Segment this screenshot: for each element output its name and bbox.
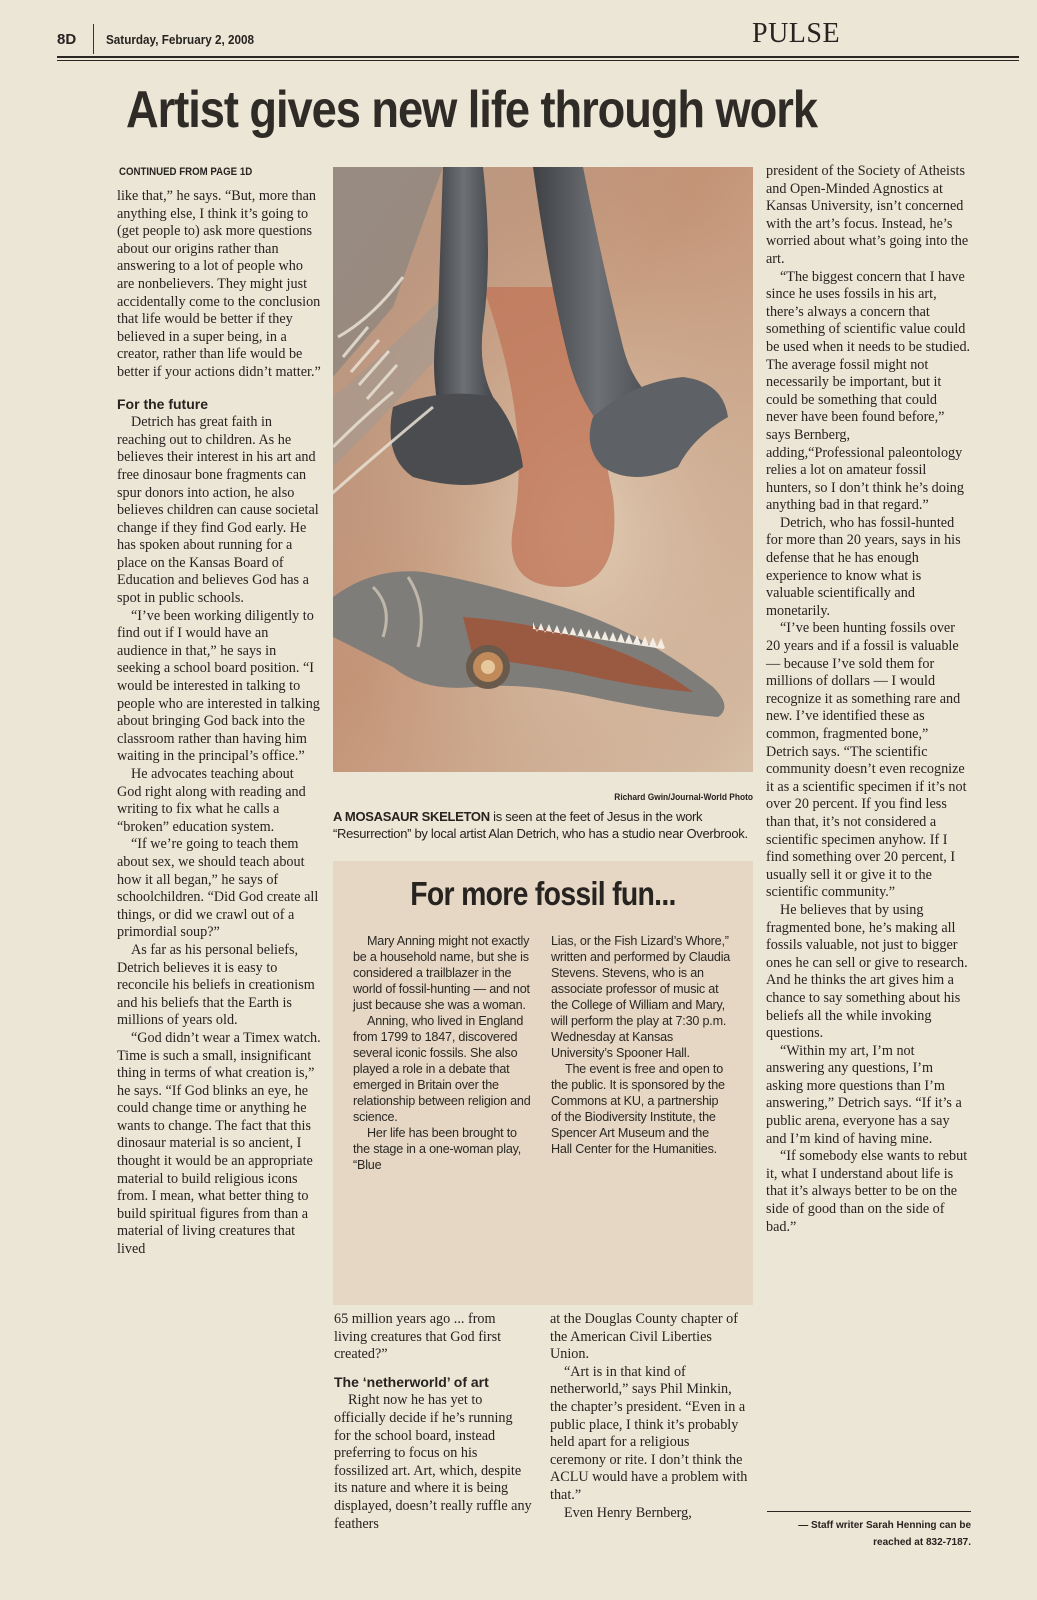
subhead-netherworld: The ‘netherworld’ of art xyxy=(334,1373,489,1390)
paragraph: Detrich has great faith in reaching out to children. As he believes their interest in his art and free dinosaur bone fragments can spur donors into action, he also believes children can cause societal change if they find God early. He has spoken about running for a place on the Kansas Board of Education and believes God has a spot in public schools. xyxy=(117,414,319,607)
continued-from: CONTINUED FROM PAGE 1D xyxy=(119,166,253,178)
sidebar-title: For more fossil fun... xyxy=(410,875,676,912)
photo-caption xyxy=(333,808,753,842)
subhead-for-the-future: For the future xyxy=(117,395,208,412)
sidebar-paragraph: Anning, who lived in England from 1799 to 1847, discovered several iconic fossils. She also played a role in a debate that emerged in Britain over the relationship between religion and science. xyxy=(353,1014,531,1124)
signature-line: — Staff writer Sarah Henning can be xyxy=(798,1520,971,1531)
caption-text: is seen at the feet of Jesus in the work “Resurrection” by local artist Alan Detrich, who has a studio near Overbrook. xyxy=(333,809,748,841)
paragraph: “God didn’t wear a Timex watch. Time is such a small, insignificant thing in terms of what creation is,” he says. “If God blinks an eye, he could change time or anything he wants to change. The fact that this dinosaur material is so ancient, I thought it would be an appropriate material to build religious icons from. I mean, what better thing to build spiritual figures from than a material of living creatures that lived xyxy=(117,1029,321,1258)
sidebar-paragraph: Lias, or the Fish Lizard’s Whore,” written and performed by Claudia Stevens. Stevens, who is an associate professor of music at the College of William and Mary, will perform the play at 7:30 p.m. Wednesday at Kansas University’s Spooner Hall. xyxy=(551,934,731,1060)
paragraph: 65 million years ago ... from living creatures that God first created?” xyxy=(334,1311,502,1363)
article-photo xyxy=(333,167,753,772)
signature-line: reached at 832-7187. xyxy=(873,1537,971,1548)
paragraph: “If somebody else wants to rebut it, what I understand about life is that it’s always better to be on the side of good than on the side of bad.” xyxy=(766,1148,968,1235)
paragraph: Detrich, who has fossil-hunted for more than 20 years, says in his defense that he has enough experience to know what is valuable scientifically and monetarily. xyxy=(766,514,961,619)
sidebar-column-left xyxy=(353,933,533,1173)
sidebar-paragraph: The event is free and open to the public. It is sponsored by the Commons at KU, a partnership of the Biodiversity Institute, the Spencer Art Museum and the Hall Center for the Humanities. xyxy=(551,1062,725,1156)
header-rule xyxy=(57,56,1019,58)
paragraph: “Art is in that kind of netherworld,” says Phil Minkin, the chapter’s president. “Even in a public place, I think it’s probably held apart for a religious ceremony or rite. I don’t think the ACLU would have a problem with that.” xyxy=(550,1363,748,1503)
paragraph: He believes that by using fragmented bone, he’s making all fossils valuable, not just to bigger ones he can sell or give to research. And he thinks the art gives him a chance to say something about his beliefs all the while invoking questions. xyxy=(766,901,968,1042)
sidebar-paragraph: Mary Anning might not exactly be a household name, but she is considered a trailblazer in the world of fossil-hunting — and not just because she was a woman. xyxy=(353,934,530,1012)
issue-date: Saturday, February 2, 2008 xyxy=(106,32,255,47)
sculpture-photo-illustration xyxy=(333,167,753,772)
paragraph: “The biggest concern that I have since he uses fossils in his art, there’s always a concern that something of scientific value could be used when it needs to be studied. The average fossil might not necessarily be important, but it could be something that could never have been found before,” says Bernberg, adding,“Professional paleontology relies a lot on amateur fossil hunters, so I don’t think he’s doing anything bad in that regard.” xyxy=(766,268,971,514)
paragraph: “I’ve been hunting fossils over 20 years and if a fossil is valuable — because I’ve sold them for millions of dollars — I would recognize it as something rare and new. I’ve identified these as common, fragmented bone,” Detrich says. “The scientific community doesn’t even recognize it as a scientific specimen if it’s not over 20 percent. If you find less than that, it’s not considered a scientific specimen anyhow. If I find something over 20 percent, I usually sell it or give it to the scientific community.” xyxy=(766,620,967,901)
paragraph: “I’ve been working diligently to find out if I would have an audience in that,” he says in seeking a school board position. “I would be interested in talking to people who are interested in talking about bringing God back into the classroom rather than having him waiting in the principal’s office.” xyxy=(117,607,320,765)
paragraph: Right now he has yet to officially decide if he’s running for the school board, instead preferring to focus on his fossilized art. Art, which, despite its nature and where it is being displayed, doesn’t really ruffle any feathers xyxy=(334,1392,532,1532)
caption-lead: A MOSASAUR SKELETON xyxy=(333,809,490,824)
signature-rule xyxy=(767,1511,971,1512)
article-column-4 xyxy=(766,163,971,1236)
header-rule-thin xyxy=(57,60,1019,61)
photo-credit: Richard Gwin/Journal-World Photo xyxy=(614,792,753,803)
paragraph: like that,” he says. “But, more than anything else, I think it’s going to (get people to) ask more questions about our origins rather than answering to a lot of people who are nonbelievers. They might just accidentally come to the conclusion that life would be better if they believed in a super being, in a creator, rather than life would be better if your actions didn’t matter.” xyxy=(117,188,321,380)
paragraph: As far as his personal beliefs, Detrich believes it is easy to reconcile his beliefs in creationism and his beliefs that the Earth is millions of years old. xyxy=(117,941,315,1029)
paragraph: “Within my art, I’m not answering any questions, I’m asking more questions than I’m answering,” Detrich says. “If it’s a public arena, everyone has a say and I’m kind of having mine. xyxy=(766,1042,962,1147)
page-number: 8D xyxy=(57,31,77,48)
sidebar-column-right xyxy=(551,933,731,1157)
staff-writer-signature xyxy=(767,1517,971,1551)
paragraph: “If we’re going to teach them about sex, we should teach about how it all began,” he says of schoolchildren. “Did God create all things, or did we crawl out of a primordial soup?” xyxy=(117,836,319,941)
header-divider xyxy=(93,24,94,54)
paragraph: at the Douglas County chapter of the American Civil Liberties Union. xyxy=(550,1311,738,1363)
paragraph: Even Henry Bernberg, xyxy=(564,1504,692,1521)
article-column-3 xyxy=(550,1311,748,1522)
sidebar-paragraph: Her life has been brought to the stage in a one-woman play, “Blue xyxy=(353,1126,522,1172)
paragraph: president of the Society of Atheists and Open-Minded Agnostics at Kansas University, isn’t concerned with the art’s focus. Instead, he’s worried about what’s going into the art. xyxy=(766,163,969,267)
paragraph: He advocates teaching about God right along with reading and writing to fix what he calls a “broken” education system. xyxy=(117,766,306,835)
sidebar-box xyxy=(333,861,753,1305)
article-column-2 xyxy=(334,1311,532,1533)
section-name: PULSE xyxy=(752,18,841,49)
headline: Artist gives new life through work xyxy=(126,81,817,139)
article-column-1 xyxy=(117,188,321,1259)
